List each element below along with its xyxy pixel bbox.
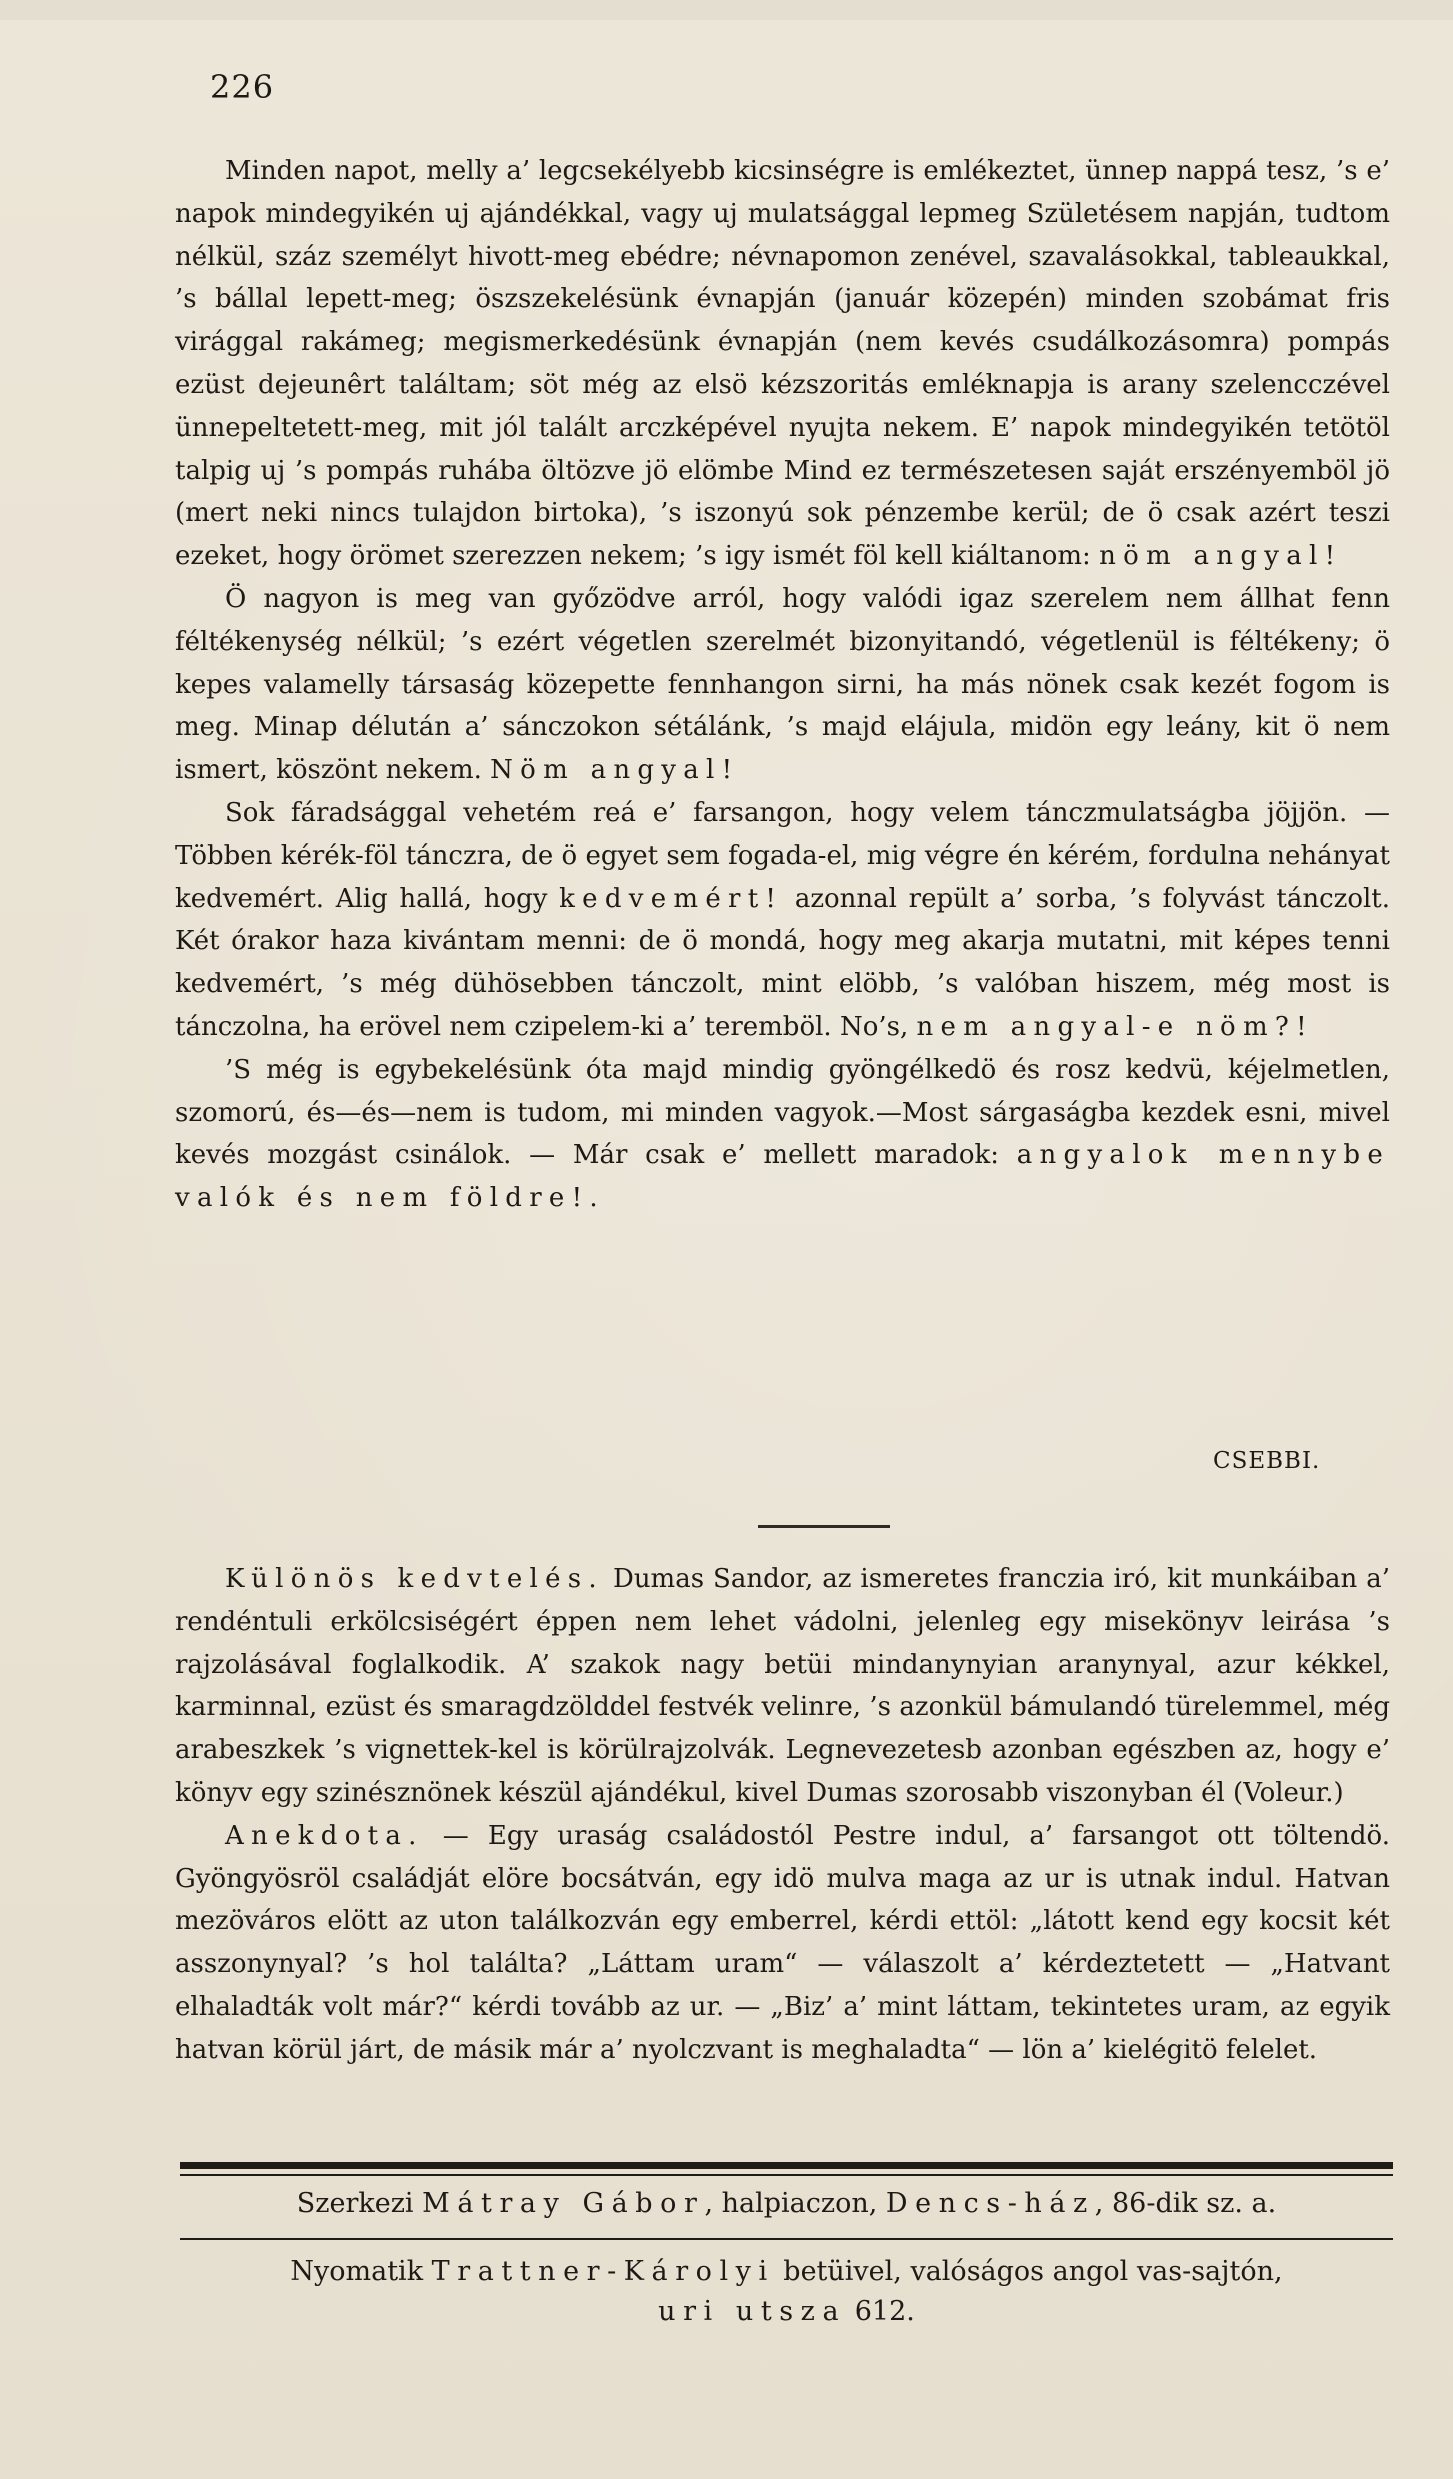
editor-suffix: , 86-dik sz. a. <box>1094 2188 1277 2219</box>
article-paragraph-3-text-a: Sok fáradsággal vehetém reá e’ farsangon, hogy velem tánczmulatságba jöjjön. — Többen kérék-föl tánczra, de ö egyet sem fogada-el, mig végre én kérém, fordulna nehányat kedvemért. Alig hallá, hogy <box>175 797 1390 914</box>
note-anekdota-title: Anekdota. <box>225 1820 424 1851</box>
article-paragraph-2-emphasis: Nöm angyal! <box>490 755 740 786</box>
printer-imprint <box>180 2252 1393 2332</box>
section-separator <box>758 1525 890 1528</box>
article-paragraph-2-text: Ö nagyon is meg van győzödve arról, hogy valódi igaz szerelem nem állhat fenn féltékenység nélkül; ’s ezért végetlen szerelmét bizonyitandó, végetlenül is féltékeny; ö kepes valamelly társaság közepette fennhangon sirni, ha más nönek csak kezét fogom is meg. Minap délután a’ sánczokon sétálánk, ’s majd elájula, midön egy leány, kit ö nem ismert, köszönt nekem. <box>175 583 1390 786</box>
article-paragraph-4 <box>175 1049 1390 1220</box>
page-number: 226 <box>210 68 275 106</box>
street-line <box>180 2292 1393 2332</box>
article-paragraph-3-text-b: azonnal repült a’ sorba, ’s folyvást tánczolt. Két órakor haza kivántam menni: de ö mondá, hogy meg akarja mutatni, mit képes tenni kedvemért, ’s még dühösebben tánczolt, mint elöbb, ’s valóban hiszem, még most is tánczolna, ha erövel nem czipelem-ki a’ teremböl. No’s, <box>175 883 1391 1042</box>
footer-rule-thick <box>180 2162 1393 2169</box>
note-anekdota-text: — Egy uraság családostól Pestre indul, a’ farsangot ott töltendö. Gyöngyösröl családját elöre bocsátván, egy idö mulva maga az ur is utnak indul. Hatvan mezöváros elött az uton találkozván egy emberrel, kérdi ettöl: „látott kend egy kocsit két asszonynyal? ’s hol találta? „Láttam uram“ — válaszolt a’ kérdeztetett — „Hatvant elhaladták volt már?“ kérdi tovább az ur. — „Biz’ a’ mint láttam, tekintetes uram, az egyik hatvan körül járt, de másik már a’ nyolczvant is meghaladta“ — lön a’ kielégitö felelet. <box>175 1820 1390 2065</box>
article-paragraph-4-emphasis: angyalok mennybe valók és nem földre!. <box>175 1140 1390 1214</box>
article-paragraph-1 <box>175 150 1390 578</box>
street-number: 612. <box>854 2296 915 2327</box>
street-name: uri utsza <box>658 2296 847 2327</box>
page-top-shade <box>0 0 1453 20</box>
article-paragraph-4-text: ’S még is egybekelésünk óta majd mindig gyöngélkedö és rosz kedvü, kéjelmetlen, szomorú, és—és—nem is tudom, mi minden vagyok.—Most sárgaságba kezdek esni, mivel kevés mozgást csinálok. — Már csak e’ mellett maradok: <box>175 1054 1390 1171</box>
editor-name: Mátray Gábor <box>422 2188 705 2219</box>
article-paragraph-2 <box>175 578 1390 792</box>
printer-name: Trattner-Károlyi <box>431 2256 775 2287</box>
printer-line <box>180 2252 1393 2292</box>
printer-suffix: betüivel, valóságos angol vas-sajtón, <box>783 2256 1283 2287</box>
editor-prefix: Szerkezi <box>296 2188 414 2219</box>
note-kulonos-title: Különös kedvtelés. <box>225 1564 604 1594</box>
main-article <box>175 150 1390 1220</box>
article-paragraph-3-emphasis-1: kedvemért! <box>559 883 784 914</box>
editor-house: Dencs-ház <box>885 2188 1095 2219</box>
article-paragraph-1-text: Minden napot, melly a’ legcsekélyebb kicsinségre is emlékeztet, ünnep nappá tesz, ’s e’ napok mindegyikén uj ajándékkal, vagy uj mulatsággal lepmeg Születésem napján, tudtom nélkül, száz személyt hivott-meg ebédre; névnapomon zenével, szavalásokkal, tableaukkal, ’s bállal lepett-meg; öszszekelésünk évnapján (január közepén) minden szobámat fris virággal rakámeg; megismerkedésünk évnapján (nem kevés csudálkozásomra) pompás ezüst dejeunêrt találtam; söt még az elsö kézszoritás emléknapja is arany szelencczével ünnepeltetett-meg, mit jól talált arczképével nyujta nekem. E’ napok mindegyikén tetötöl talpig uj ’s pompás ruhába öltözve jö elömbe Mind ez természetesen saját erszényemböl jö (mert neki nincs tulajdon birtoka), ’s iszonyú sok pénzembe kerül; de ö csak azért teszi ezeket, hogy örömet szerezzen nekem; ’s igy ismét föl kell kiáltanom: <box>175 156 1390 572</box>
note-kulonos <box>175 1558 1390 1815</box>
editor-mid: , halpiaczon, <box>704 2188 878 2219</box>
editor-imprint <box>180 2188 1393 2219</box>
footer-rule-thin <box>180 2174 1393 2176</box>
article-paragraph-1-emphasis: nöm angyal! <box>1099 541 1343 572</box>
article-signature: CSEBBI. <box>1213 1448 1321 1474</box>
note-anekdota <box>175 1815 1390 2072</box>
article-paragraph-3-emphasis-2: nem angyal-e nöm?! <box>916 1011 1314 1042</box>
footer-rule-mid <box>180 2238 1393 2240</box>
notes-section <box>175 1558 1390 2072</box>
note-kulonos-text: Dumas Sandor, az ismeretes franczia iró, kit munkáiban a’ rendéntuli erkölcsiségért éppen nem lehet vádolni, jelenleg egy misekönyv leirása ’s rajzolásával foglalkodik. A’ szakok nagy betüi mindanynyian aranynyal, azur kékkel, karminnal, ezüst és smaragdzölddel festvék velinre, ’s azonkül bámulandó türelemmel, még arabeszkek ’s vignettek-kel is körülrajzolvák. Legnevezetesb azonban egészben az, hogy e’ könyv egy szinésznönek készül ajándékul, kivel Dumas szorosabb viszonyban él (Voleur.) <box>175 1564 1391 1808</box>
article-paragraph-3 <box>175 792 1390 1049</box>
printer-prefix: Nyomatik <box>290 2256 424 2287</box>
